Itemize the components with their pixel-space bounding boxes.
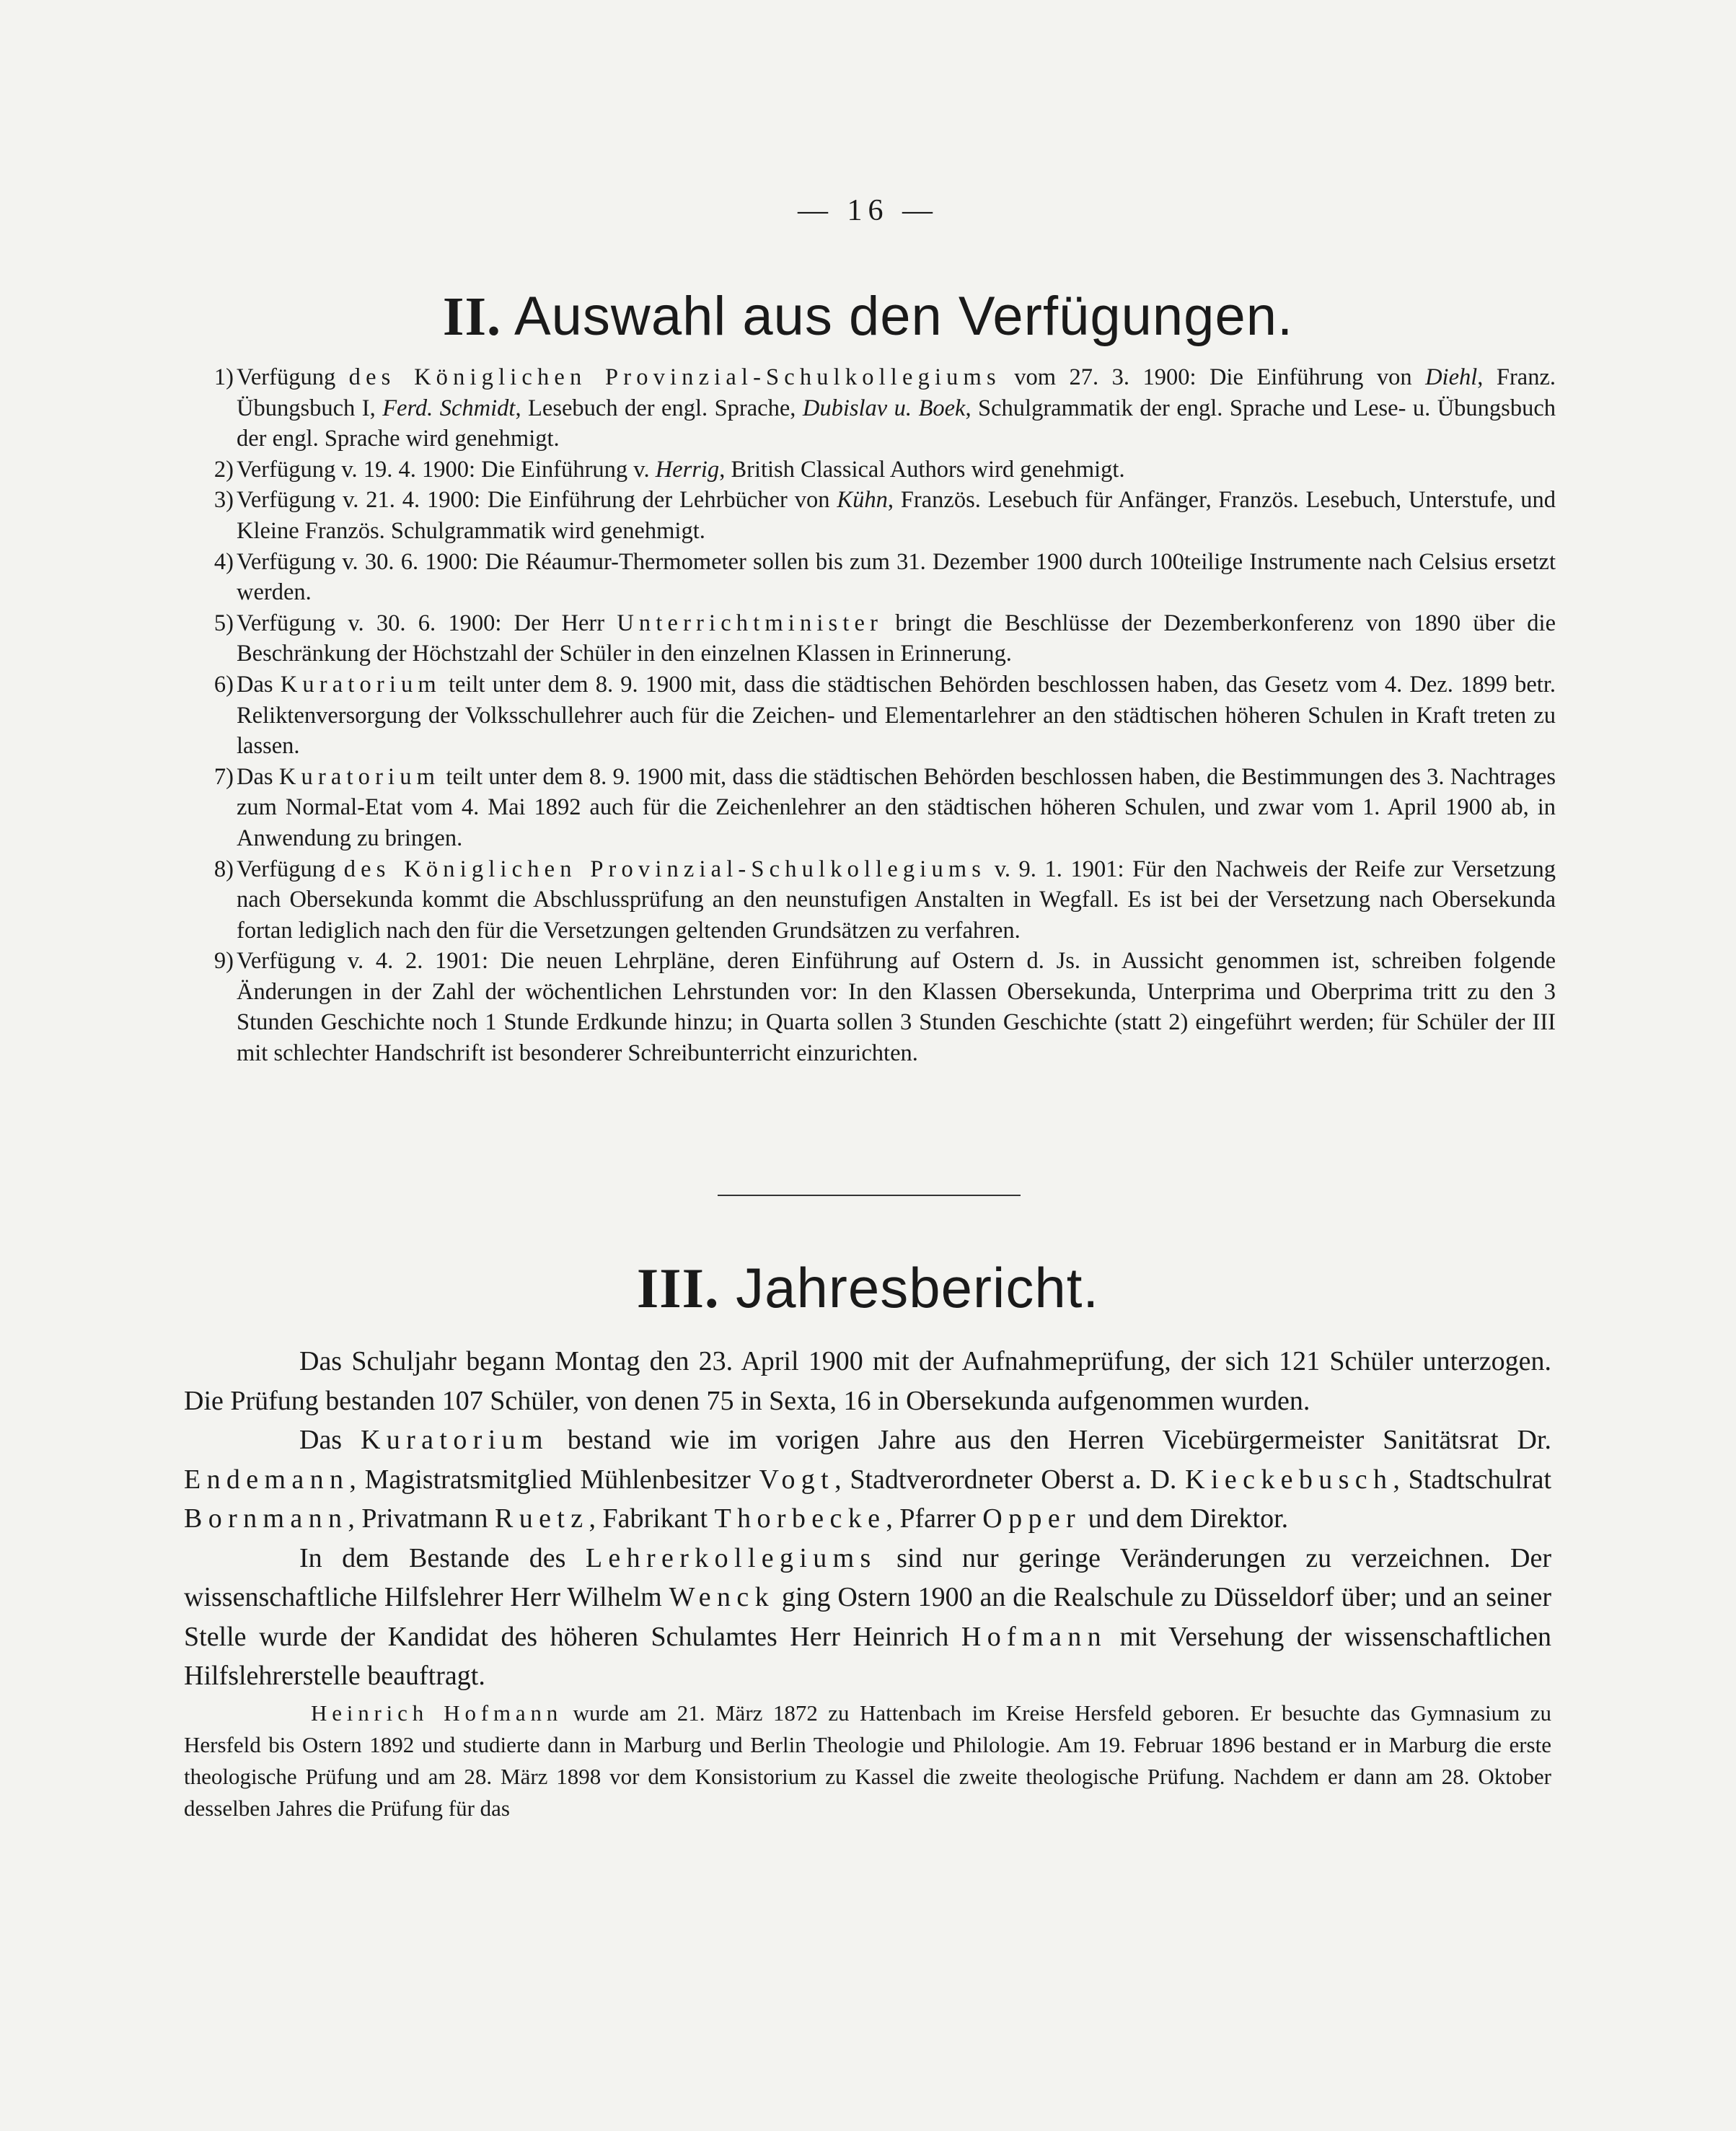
text-run: , Stadtschulrat bbox=[1393, 1464, 1552, 1495]
order-item bbox=[189, 485, 1556, 546]
text-run: Verfügung v. 21. 4. 1900: Die Einführung der Lehrbücher von bbox=[237, 487, 837, 514]
text-run: , Französ. Lesebuch für Anfänger, Französ. Lesebuch, Unterstufe, und Kleine Französ. Schulgrammatik wird genehmigt. bbox=[237, 487, 1556, 544]
section-title: Auswahl aus den Verfügungen. bbox=[514, 286, 1294, 347]
order-number: 5) bbox=[213, 610, 234, 636]
text-run: , Schulgrammatik der engl. Sprache und Lese- u. Übungsbuch der engl. Sprache wird genehmigt. bbox=[237, 395, 1556, 452]
section-heading-verfuegungen bbox=[0, 285, 1736, 348]
spaced-name: Bornmann bbox=[184, 1503, 348, 1534]
text-run: wurde am 21. März 1872 zu Hattenbach im Kreise Hersfeld geboren. Er besuchte das Gymnasium zu Hersfeld bis Ostern 1892 und studierte dann in Marburg und Berlin Theologie und Philologie. Am 19. Februar 1896 bestand er in Marburg die erste theologische Prüfung und am 28. März 1898 vor dem Konsistorium zu Kassel die zweite theologische Prüfung. Nachdem er dann am 28. Oktober desselben Jahres die Prüfung für das bbox=[184, 1700, 1551, 1822]
page-number: — 16 — bbox=[798, 194, 938, 227]
order-item bbox=[189, 946, 1556, 1068]
spaced-name: Kuratorium bbox=[280, 671, 441, 698]
report-paragraph bbox=[184, 1539, 1551, 1696]
spaced-name: des Königlichen Provinzial-Schulkollegiums bbox=[348, 364, 1001, 390]
text-run: sind nur geringe Veränderungen zu verzeichnen. Der wissenschaftliche Hilfslehrer Herr Wilhelm bbox=[184, 1542, 1551, 1612]
text-run: Das bbox=[299, 1425, 361, 1455]
text-run: teilt unter dem 8. 9. 1900 mit, dass die städtischen Behörden beschlossen haben, die Bestimmungen des 3. Nachtrages zum Normal-Etat vom 4. Mai 1892 auch für die Zeichenlehrer an den städtischen höheren Schulen, und zwar vom 1. April 1900 ab, in Anwendung zu bringen. bbox=[237, 763, 1556, 851]
report-paragraph bbox=[184, 1697, 1551, 1825]
order-item bbox=[189, 362, 1556, 454]
spaced-name: Heinrich Hofmann bbox=[311, 1700, 563, 1726]
order-item bbox=[189, 547, 1556, 608]
text-run: mit Versehung der wissenschaftlichen Hilfslehrerstelle beauftragt. bbox=[184, 1621, 1551, 1691]
section-roman-numeral: III. bbox=[636, 1257, 720, 1319]
text-run: Das Schuljahr begann Montag den 23. April 1900 mit der Aufnahmeprüfung, der sich 121 Schüler unterzogen. Die Prüfung bestanden 107 Schüler, von denen 75 in Sexta, 16 in Obersekunda aufgenommen wurden. bbox=[184, 1346, 1551, 1416]
order-number: 1) bbox=[213, 364, 234, 390]
spaced-name: des Königlichen Provinzial-Schulkollegiums bbox=[343, 856, 987, 882]
text-run: , Magistratsmitglied Mühlenbesitzer bbox=[349, 1464, 759, 1495]
order-number: 7) bbox=[213, 763, 234, 790]
spaced-name: Lehrerkollegiums bbox=[585, 1542, 877, 1573]
spaced-name: Endemann bbox=[184, 1464, 350, 1495]
spaced-name: Kuratorium bbox=[278, 763, 441, 790]
order-item bbox=[189, 669, 1556, 762]
text-run: Verfügung v. 30. 6. 1900: Die Réaumur-Thermometer sollen bis zum 31. Dezember 1900 durch 100teilige Instrumente nach Celsius ersetzt werden. bbox=[237, 548, 1556, 606]
order-number: 3) bbox=[213, 487, 234, 514]
spaced-name: Vogt bbox=[759, 1464, 835, 1495]
text-run: ging Ostern 1900 an die Realschule zu Düsseldorf über; und an seiner Stelle wurde der Kandidat des höheren Schulamtes Herr Heinrich bbox=[184, 1582, 1551, 1652]
spaced-name: Wenck bbox=[669, 1582, 775, 1612]
order-number: 8) bbox=[213, 856, 234, 882]
spaced-name: Unterrichtminister bbox=[617, 610, 884, 636]
orders-list bbox=[189, 362, 1556, 1069]
annual-report-body bbox=[184, 1342, 1551, 1825]
report-paragraph bbox=[184, 1420, 1551, 1539]
order-number: 6) bbox=[213, 671, 234, 698]
spaced-name: Kuratorium bbox=[361, 1425, 549, 1455]
text-run: , Privatmann bbox=[348, 1503, 495, 1534]
text-run: , Franz. Übungsbuch I, bbox=[237, 364, 1556, 421]
order-number: 4) bbox=[213, 548, 234, 575]
section-heading-jahresbericht bbox=[0, 1255, 1736, 1321]
text-run: , Pfarrer bbox=[886, 1503, 983, 1534]
spaced-name: Opper bbox=[982, 1503, 1082, 1534]
order-item bbox=[189, 762, 1556, 854]
text-run: v. 9. 1. 1901: Für den Nachweis der Reife zur Versetzung nach Obersekunda kommt die Abschlussprüfung an den neunstufigen Anstalten in Wegfall. Es ist bei der Versetzung nach Obersekunda fortan lediglich nach den für die Versetzungen geltenden Grundsätzen zu verfahren. bbox=[237, 856, 1556, 944]
section-divider bbox=[718, 1195, 1021, 1196]
order-number: 2) bbox=[213, 456, 234, 483]
text-run: , Fabrikant bbox=[589, 1503, 715, 1534]
spaced-name: Hofmann bbox=[961, 1621, 1107, 1652]
text-run: bringt die Beschlüsse der Dezemberkonferenz von 1890 über die Beschränkung der Höchstzahl der Schüler in den einzelnen Klassen in Erinnerung. bbox=[237, 610, 1556, 667]
text-run: , Stadtverordneter Oberst a. D. bbox=[834, 1464, 1186, 1495]
italic-author: Ferd. Schmidt bbox=[382, 395, 516, 421]
text-run: und dem Direktor. bbox=[1081, 1503, 1289, 1534]
text-run: vom 27. 3. 1900: Die Einführung von bbox=[1000, 364, 1426, 390]
spaced-name: Thorbecke bbox=[714, 1503, 886, 1534]
text-run: teilt unter dem 8. 9. 1900 mit, dass die städtischen Behörden beschlossen haben, das Gesetz vom 4. Dez. 1899 betr. Reliktenversorgung der Volksschullehrer auch für die Zeichen- und Elementarlehrer an den städtischen höheren Schulen in Kraft treten zu lassen. bbox=[237, 671, 1556, 760]
order-item bbox=[189, 608, 1556, 669]
spaced-name: Kieckebusch bbox=[1185, 1464, 1393, 1495]
spaced-name: Ruetz bbox=[495, 1503, 589, 1534]
text-run: In dem Bestande des bbox=[299, 1542, 586, 1573]
italic-author: Dubislav u. Boek bbox=[802, 395, 966, 421]
text-run: Das bbox=[237, 763, 279, 790]
text-run: Verfügung bbox=[237, 364, 349, 390]
text-run: Das bbox=[237, 671, 281, 698]
order-item bbox=[189, 454, 1556, 485]
text-run: Verfügung bbox=[237, 856, 344, 882]
text-run: Verfügung v. 30. 6. 1900: Der Herr bbox=[237, 610, 617, 636]
text-run: , Lesebuch der engl. Sprache, bbox=[515, 395, 803, 421]
italic-author: Kühn bbox=[837, 487, 888, 514]
report-paragraph bbox=[184, 1342, 1551, 1420]
italic-author: Diehl bbox=[1425, 364, 1478, 390]
text-run: bestand wie im vorigen Jahre aus den Herren Vicebürgermeister Sanitätsrat Dr. bbox=[548, 1425, 1551, 1455]
text-run: Verfügung v. 19. 4. 1900: Die Einführung v. bbox=[237, 456, 656, 483]
text-run: , British Classical Authors wird genehmigt. bbox=[719, 456, 1125, 483]
italic-author: Herrig bbox=[655, 456, 720, 483]
order-number: 9) bbox=[213, 948, 234, 975]
text-run: Verfügung v. 4. 2. 1901: Die neuen Lehrpläne, deren Einführung auf Ostern d. Js. in Aussicht genommen ist, schreiben folgende Änderungen in der Zahl der wöchentlichen Lehrstunden vor: In den Klassen Obersekunda, Unterprima und Oberprima tritt zu den 3 Stunden Geschichte noch 1 Stunde Erdkunde hinzu; in Quarta sollen 3 Stunden Geschichte (statt 2) eingeführt werden; für Schüler der III mit schlechter Handschrift ist besonderer Schreibunterricht einzurichten. bbox=[237, 948, 1556, 1067]
order-item bbox=[189, 854, 1556, 946]
section-title: Jahresbericht. bbox=[736, 1256, 1100, 1319]
section-roman-numeral: II. bbox=[442, 286, 502, 347]
